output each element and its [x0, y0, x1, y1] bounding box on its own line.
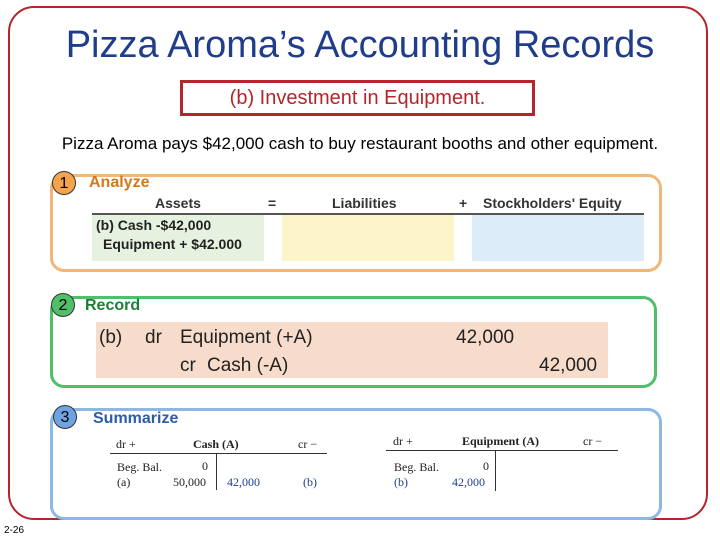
- cash-b-amount: 42,000: [227, 475, 260, 489]
- equipment-t-vertical: [495, 450, 496, 491]
- page-title: Pizza Aroma’s Accounting Records: [65, 24, 655, 66]
- plus-sign: +: [459, 195, 468, 211]
- cash-t-vertical: [216, 453, 217, 490]
- step-2-label: Record: [85, 297, 141, 314]
- equation-rule: [92, 213, 644, 215]
- credit-marker: cr: [180, 355, 196, 376]
- debit-account: Equipment (+A): [180, 327, 313, 348]
- equipment-effect: Equipment + $42.000: [103, 236, 242, 252]
- equipment-beg-label: Beg. Bal.: [394, 460, 439, 474]
- cash-t-horizontal: [110, 453, 327, 454]
- journal-entry: [96, 322, 608, 378]
- transaction-description: Pizza Aroma pays $42,000 cash to buy restaurant booths and other equipment.: [61, 134, 659, 153]
- equipment-cr-label: cr −: [583, 434, 603, 448]
- cash-beg-label: Beg. Bal.: [117, 460, 162, 474]
- equipment-beg-amount: 0: [483, 459, 489, 473]
- cash-account-title: Cash (A): [193, 437, 239, 451]
- step-3-badge: 3: [53, 405, 77, 429]
- cash-a-label: (a): [117, 475, 131, 489]
- cash-effect: (b) Cash -$42,000: [96, 217, 212, 233]
- debit-marker: dr: [145, 327, 162, 348]
- cash-beg-amount: 0: [202, 459, 208, 473]
- step-1-badge: 1: [52, 171, 76, 195]
- cash-b-ref: (b): [303, 475, 317, 489]
- step-1-label: Analyze: [89, 174, 150, 191]
- equipment-account-title: Equipment (A): [462, 434, 540, 448]
- cash-a-amount: 50,000: [173, 475, 206, 489]
- equals-sign: =: [268, 195, 277, 211]
- step-2-badge: 2: [51, 293, 75, 317]
- cash-cr-label: cr −: [298, 437, 318, 451]
- credit-account: Cash (-A): [207, 355, 289, 376]
- debit-amount: 42,000: [456, 327, 515, 348]
- liabilities-header: Liabilities: [332, 195, 397, 211]
- subtitle-banner: [180, 80, 535, 116]
- entry-ref: (b): [99, 327, 123, 348]
- equipment-b-label: (b): [394, 475, 408, 489]
- page-number: 2-26: [4, 525, 25, 536]
- credit-amount: 42,000: [539, 355, 598, 376]
- liabilities-column: [282, 215, 454, 261]
- cash-dr-label: dr +: [116, 437, 136, 451]
- assets-header: Assets: [155, 195, 201, 211]
- equity-column: [472, 215, 644, 261]
- subtitle-text: (b) Investment in Equipment.: [183, 83, 532, 113]
- step-3-label: Summarize: [93, 410, 179, 427]
- equipment-t-horizontal: [386, 450, 618, 451]
- equipment-b-amount: 42,000: [452, 475, 485, 489]
- equity-header: Stockholders' Equity: [483, 195, 622, 211]
- equipment-dr-label: dr +: [393, 434, 413, 448]
